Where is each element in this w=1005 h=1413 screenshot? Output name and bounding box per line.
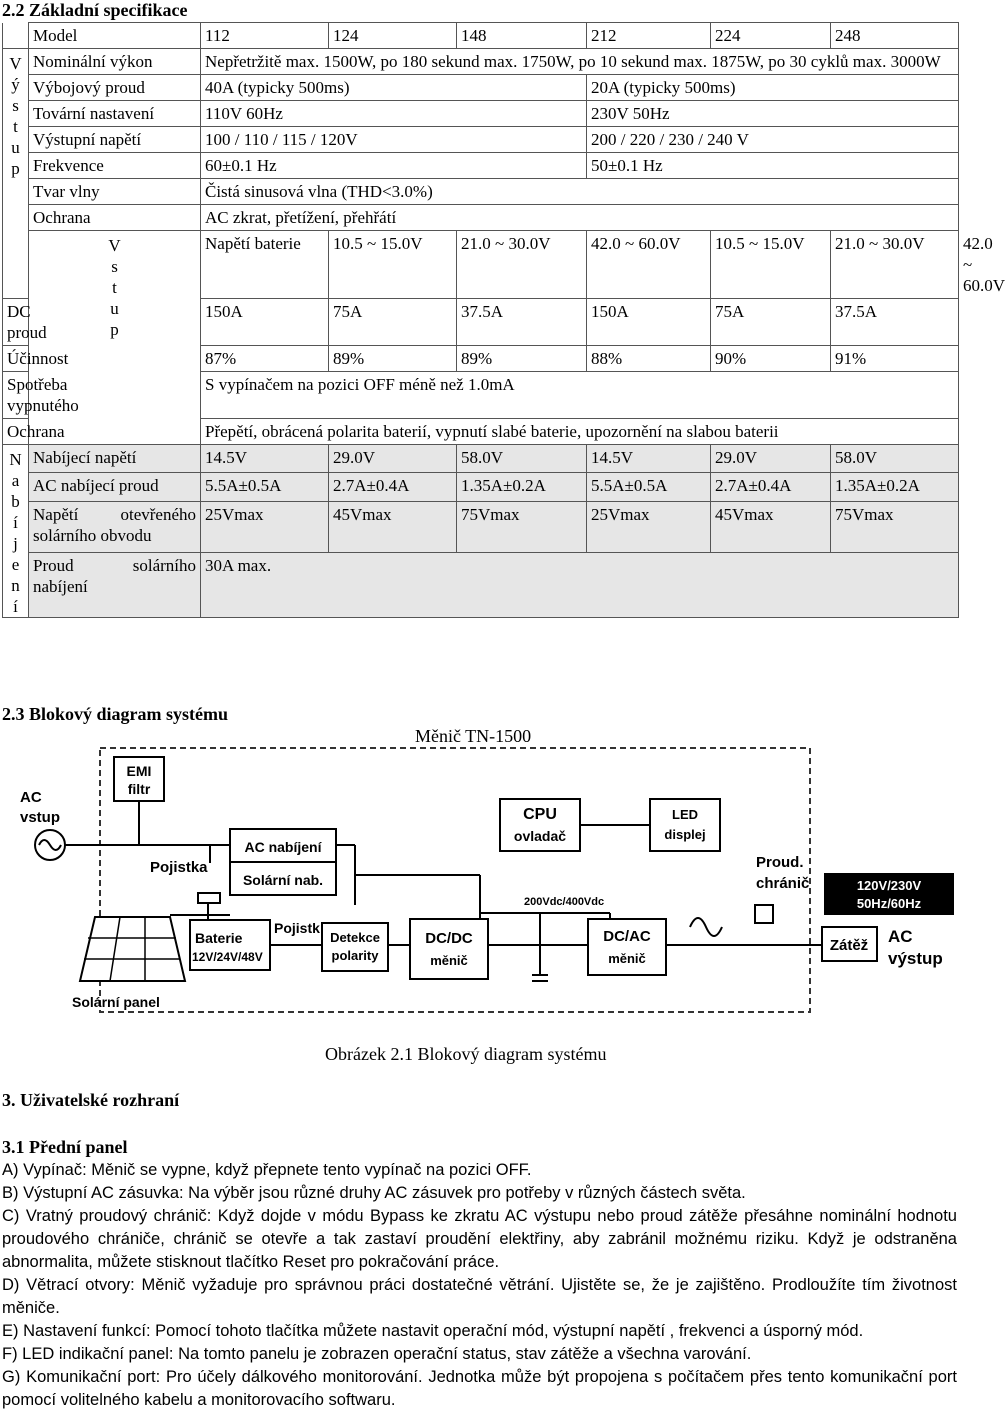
- table-cell: 10.5 ~ 15.0V: [329, 231, 457, 299]
- led-label: LED: [672, 807, 698, 822]
- table-cell: 14.5V: [201, 445, 329, 473]
- table-cell: AC zkrat, přetížení, přehřátí: [201, 205, 959, 231]
- row-label: Napětí baterie: [201, 231, 329, 299]
- table-cell: 2.7A±0.4A: [711, 473, 831, 501]
- spec-table: [2, 22, 1005, 618]
- side-text: V s t u p: [108, 236, 121, 339]
- section-heading-specs: 2.2 Základní specifikace: [2, 0, 188, 20]
- header-cell: 212: [587, 23, 711, 49]
- bus-voltage-label: 200Vdc/400Vdc: [524, 896, 605, 908]
- side-text: N a b í j e n í: [9, 450, 22, 616]
- table-row: [3, 501, 959, 552]
- table-row: [3, 127, 959, 153]
- header-cell: 112: [201, 23, 329, 49]
- table-cell: 37.5A: [457, 299, 587, 346]
- diagram-title: Měnič TN-1500: [415, 726, 532, 746]
- row-label: Frekvence: [29, 153, 201, 179]
- row-label-line: solárního obvodu: [33, 525, 152, 545]
- cpu-label: ovladač: [513, 828, 567, 844]
- paragraph-a: A) Vypínač: Měnič se vypne, když přepnete tento vypínač na pozici OFF.: [2, 1161, 532, 1179]
- table-cell: 5.5A±0.5A: [201, 473, 329, 501]
- breaker-label: chránič: [756, 875, 810, 892]
- row-label: AC nabíjecí proud: [29, 473, 201, 501]
- row-label: DC proud: [3, 299, 29, 346]
- solar-charge-label: Solární nab.: [242, 872, 324, 888]
- table-cell: 58.0V: [457, 445, 587, 473]
- header-cell: 124: [329, 23, 457, 49]
- paragraph-b: B) Výstupní AC zásuvka: Na výběr jsou různé druhy AC zásuvek pro potřeby v různých částech světa.: [2, 1184, 746, 1202]
- table-row: [3, 205, 959, 231]
- side-label-vystup: [3, 49, 29, 299]
- cpu-label: CPU: [523, 806, 557, 823]
- dcdc-label: DC/DC: [425, 930, 473, 947]
- table-row: [3, 445, 959, 473]
- table-cell: 200 / 220 / 230 / 240 V: [587, 127, 959, 153]
- paragraph-g: G) Komunikační port: Pro účely dálkového monitorování. Jednotka může být propojena s počítačem přes tento komunikační port pomocí volitelného kabelu a monitorovacího softwaru.: [2, 1368, 957, 1409]
- paragraph-d: D) Větrací otvory: Měnič vyžaduje pro správnou práci dostatečné větrání. Ujistěte se, že je zajištěno. Prodloužíte tím životnost měniče.: [2, 1276, 957, 1317]
- table-cell: 89%: [329, 346, 457, 372]
- breaker-icon: [755, 905, 773, 923]
- table-cell: 29.0V: [711, 445, 831, 473]
- polarity-label: Detekce: [330, 930, 380, 945]
- table-cell: Čistá sinusová vlna (THD<3.0%): [201, 179, 959, 205]
- ac-out-label: výstup: [888, 949, 943, 968]
- table-cell: 50±0.1 Hz: [587, 153, 959, 179]
- table-cell: 2.7A±0.4A: [329, 473, 457, 501]
- table-row: [3, 49, 959, 75]
- table-cell: 60±0.1 Hz: [201, 153, 587, 179]
- table-cell: 87%: [201, 346, 329, 372]
- breaker-label: Proud.: [756, 854, 804, 871]
- table-row: [3, 23, 959, 49]
- table-cell: 21.0 ~ 30.0V: [831, 231, 959, 299]
- table-cell: 75A: [711, 299, 831, 346]
- table-cell: 75Vmax: [831, 501, 959, 552]
- row-label: Tvar vlny: [29, 179, 201, 205]
- table-cell: Přepětí, obrácená polarita baterií, vypnutí slabé baterie, upozornění na slabou baterii: [201, 419, 959, 445]
- table-row: [3, 101, 959, 127]
- table-row: [3, 473, 959, 501]
- dcac-label: DC/AC: [603, 928, 651, 945]
- table-cell: Nepřetržitě max. 1500W, po 180 sekund max. 1750W, po 10 sekund max. 1875W, po 30 cyklů max. 3000W: [201, 49, 959, 75]
- table-cell: 25Vmax: [201, 501, 329, 552]
- battery-label: Baterie: [195, 930, 243, 946]
- table-cell: 1.35A±0.2A: [457, 473, 587, 501]
- dcac-label: měnič: [608, 951, 646, 966]
- table-row: [3, 553, 959, 618]
- table-cell: 29.0V: [329, 445, 457, 473]
- table-cell: 150A: [201, 299, 329, 346]
- table-cell: 1.35A±0.2A: [831, 473, 959, 501]
- side-text: V ý s t u p: [9, 54, 22, 178]
- figure-caption: Obrázek 2.1 Blokový diagram systému: [325, 1044, 607, 1064]
- table-cell: 91%: [831, 346, 959, 372]
- fuse-label: Pojistka: [150, 859, 208, 876]
- solar-panel-label: Solární panel: [72, 994, 160, 1010]
- table-cell: 10.5 ~ 15.0V: [711, 231, 831, 299]
- dcdc-label: měnič: [430, 953, 468, 968]
- output-spec-label: 120V/230V: [856, 878, 922, 893]
- table-cell: 75A: [329, 299, 457, 346]
- table-row: V s t u p Napětí baterie 10.5 ~ 15.0V 21.0 ~ 30.0V 42.0 ~ 60.0V 10.5 ~ 15.0V 21.0 ~ 30.0V 42.0 ~ 60.0V: [3, 231, 959, 299]
- sine-icon: [690, 918, 722, 936]
- table-cell: 230V 50Hz: [587, 101, 959, 127]
- table-cell: 45Vmax: [329, 501, 457, 552]
- table-cell: 88%: [587, 346, 711, 372]
- table-cell: 30A max.: [201, 553, 959, 618]
- table-cell: 45Vmax: [711, 501, 831, 552]
- row-label: Výbojový proud: [29, 75, 201, 101]
- table-cell: 25Vmax: [587, 501, 711, 552]
- header-cell: 148: [457, 23, 587, 49]
- polarity-label: polarity: [331, 948, 379, 963]
- header-model: Model: [29, 23, 201, 49]
- row-label: Účinnost: [3, 346, 29, 372]
- table-row: [3, 75, 959, 101]
- table-cell: 150A: [587, 299, 711, 346]
- row-label: Nabíjecí napětí: [29, 445, 201, 473]
- paragraph-f: F) LED indikační panel: Na tomto panelu je zobrazen operační status, stav zátěže a všechna varování.: [2, 1345, 752, 1363]
- led-label: displej: [664, 827, 706, 842]
- paragraph-e: E) Nastavení funkcí: Pomocí tohoto tlačítka můžete nastavit operační mód, výstupní napětí , frekvenci a úsporný mód.: [2, 1322, 864, 1340]
- table-row: [3, 179, 959, 205]
- paragraph-c: C) Vratný proudový chránič: Když dojde v módu Bypass ke zkratu AC výstupu nebo proud zátěže přesáhne nominální hodnotu proudového chrániče, chránič se otevře a tak zastaví proudění elektřiny, aby zabránil možnému riziku. Když je odstraněna abnormalita, můžete stisknout tlačítko Reset pro pokračování práce.: [2, 1207, 957, 1271]
- row-label: [29, 501, 201, 552]
- table-cell: 89%: [457, 346, 587, 372]
- ac-charge-label: AC nabíjení: [244, 839, 322, 855]
- battery-label: 12V/24V/48V: [192, 950, 263, 964]
- table-row: [3, 153, 959, 179]
- section-heading-ui: 3. Uživatelské rozhraní: [2, 1090, 180, 1110]
- table-cell: 100 / 110 / 115 / 120V: [201, 127, 587, 153]
- table-cell: 20A (typicky 500ms): [587, 75, 959, 101]
- table-cell: 21.0 ~ 30.0V: [457, 231, 587, 299]
- table-cell: 75Vmax: [457, 501, 587, 552]
- ac-in-label: AC: [20, 789, 42, 806]
- table-cell: 42.0 ~ 60.0V: [587, 231, 711, 299]
- table-cell: S vypínačem na pozici OFF méně než 1.0mA: [201, 372, 959, 419]
- table-cell: 40A (typicky 500ms): [201, 75, 587, 101]
- fuse2-label: Pojistk: [274, 920, 320, 936]
- row-label: Ochrana: [29, 205, 201, 231]
- side-label-nabijeni: [3, 445, 29, 618]
- row-label: Nominální výkon: [29, 49, 201, 75]
- row-label: Tovární nastavení: [29, 101, 201, 127]
- ac-in-label: vstup: [20, 809, 61, 826]
- ac-out-label: AC: [888, 927, 913, 946]
- section-heading-diagram: 2.3 Blokový diagram systému: [2, 704, 229, 724]
- output-spec-label: 50Hz/60Hz: [856, 896, 922, 911]
- row-label: Ochrana: [3, 419, 29, 445]
- table-cell: 58.0V: [831, 445, 959, 473]
- table-cell: 5.5A±0.5A: [587, 473, 711, 501]
- table-cell: 110V 60Hz: [201, 101, 587, 127]
- table-cell: 90%: [711, 346, 831, 372]
- emi-label: filtr: [127, 781, 151, 797]
- row-label: Výstupní napětí: [29, 127, 201, 153]
- block-diagram: [10, 745, 958, 1035]
- row-label-line: Proud solárního: [33, 556, 196, 575]
- header-cell: 248: [831, 23, 959, 49]
- header-cell: 224: [711, 23, 831, 49]
- fuse-icon: [198, 893, 220, 903]
- row-label-line: nabíjení: [33, 577, 88, 596]
- table-cell: 14.5V: [587, 445, 711, 473]
- load-label: Zátěž: [829, 937, 869, 954]
- section-heading-front-panel: 3.1 Přední panel: [2, 1137, 128, 1157]
- row-label-line: Napětí otevřeného: [33, 504, 196, 524]
- emi-label: EMI: [126, 763, 152, 779]
- solar-panel-icon: [80, 917, 185, 981]
- table-cell: 37.5A: [831, 299, 959, 346]
- row-label: Spotřeba vypnutého: [3, 372, 29, 419]
- dcdc-block: [410, 919, 488, 979]
- row-label: [29, 553, 201, 618]
